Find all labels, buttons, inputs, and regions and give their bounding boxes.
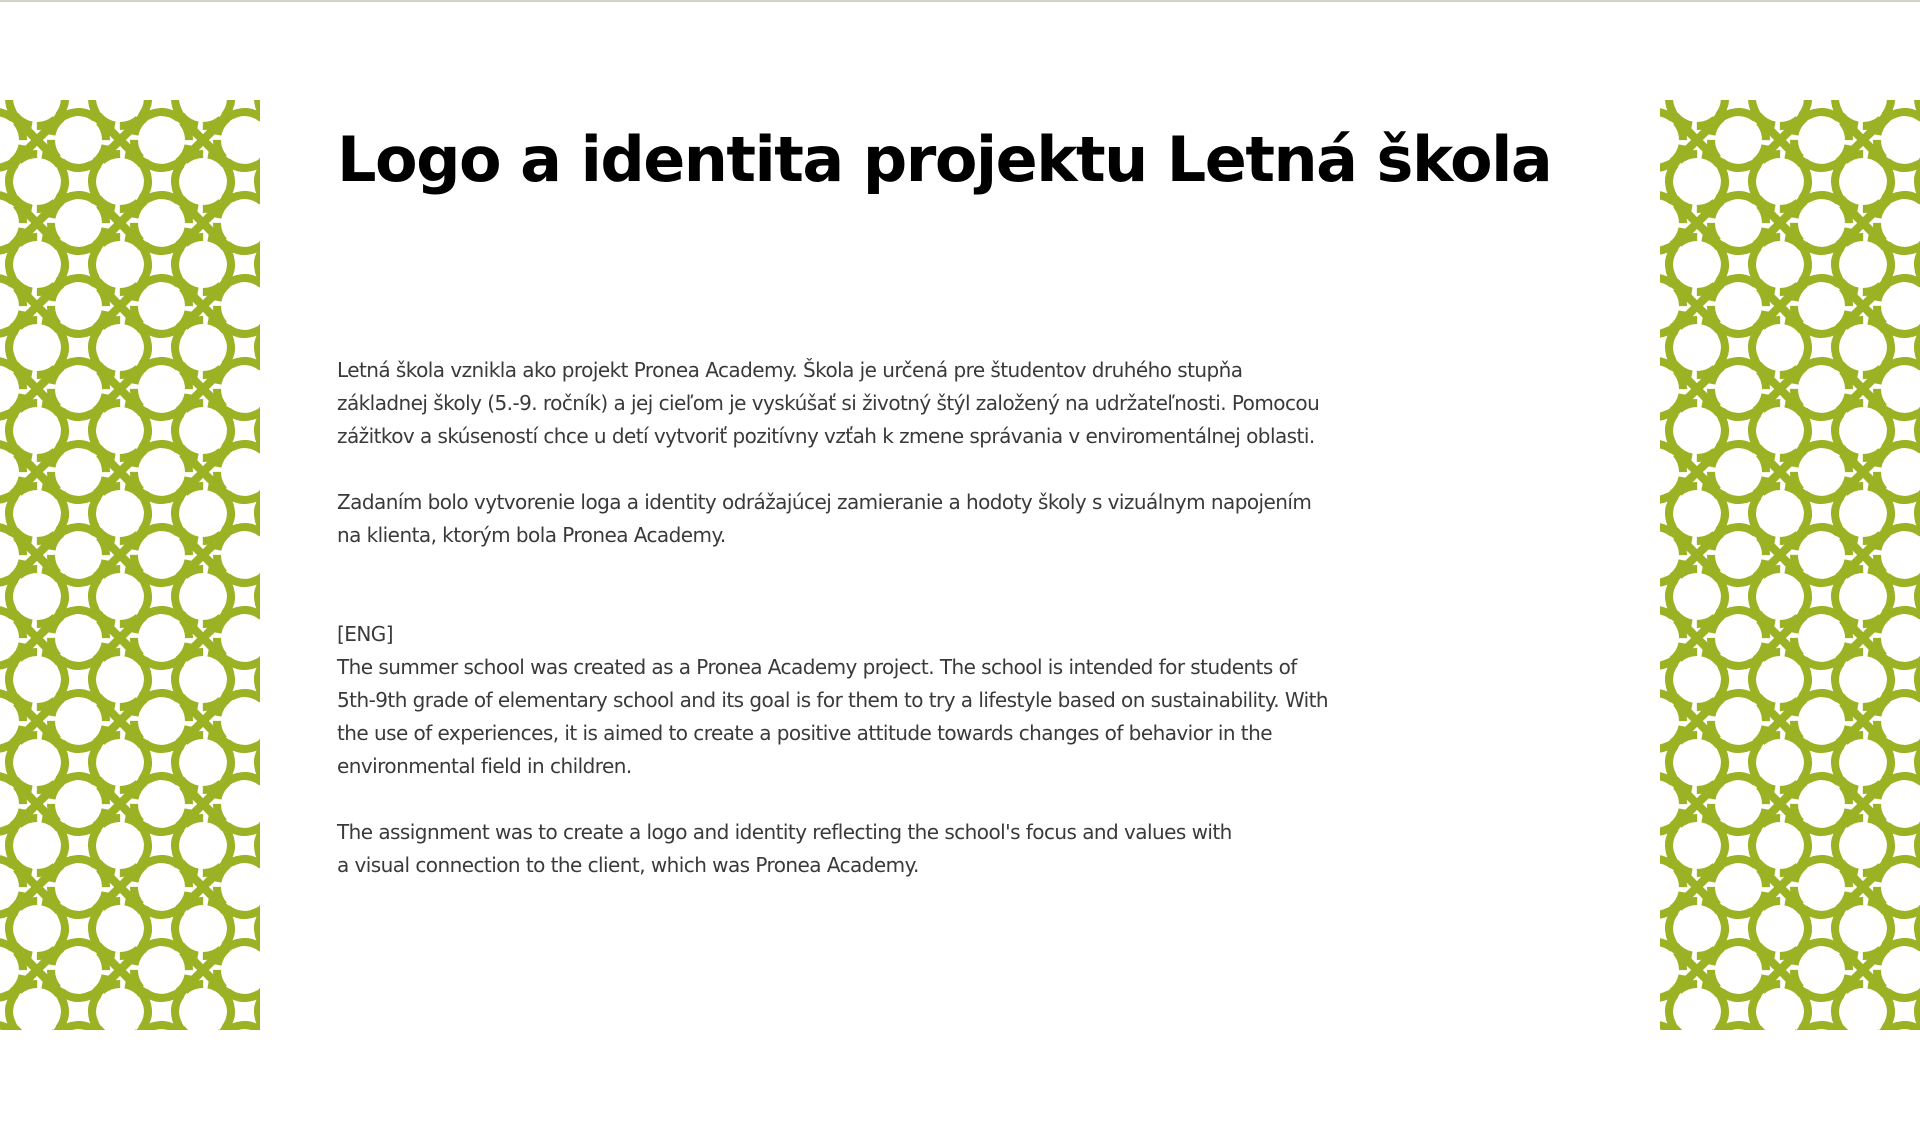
- clover-icon: [1877, 818, 1920, 956]
- clover-icon: [1711, 569, 1849, 707]
- clover-icon: [1794, 818, 1920, 956]
- clover-icon: [134, 901, 260, 1030]
- text-line: na klienta, ktorým bola Pronea Academy.: [337, 523, 726, 547]
- clover-icon: [1794, 569, 1920, 707]
- clover-icon: [1711, 818, 1849, 956]
- clover-icon: [51, 320, 189, 458]
- clover-icon: [217, 569, 260, 707]
- clover-icon: [1877, 569, 1920, 707]
- clover-icon: [134, 652, 260, 790]
- page-title: Logo a identita projektu Letná škola: [337, 123, 1552, 196]
- eng-label: [ENG]: [337, 622, 393, 646]
- clover-icon: [217, 652, 260, 790]
- text-line: základnej školy (5.-9. ročník) a jej cieľom je vyskúšať si životný štýl založený na udržateľnosti. Pomocou: [337, 391, 1320, 415]
- clover-icon: [217, 735, 260, 873]
- en-assignment-paragraph: [337, 816, 1437, 882]
- text-line: environmental field in children.: [337, 754, 632, 778]
- text-line: The summer school was created as a Pronea Academy project. The school is intended for students of: [337, 655, 1297, 679]
- text-line: a visual connection to the client, which was Pronea Academy.: [337, 853, 919, 877]
- clover-icon: [134, 237, 260, 375]
- clover-icon: [1794, 486, 1920, 624]
- clover-icon: [1877, 735, 1920, 873]
- clover-icon: [1794, 237, 1920, 375]
- en-intro-paragraph: [337, 618, 1437, 783]
- clover-icon: [51, 901, 189, 1030]
- clover-icon: [1794, 901, 1920, 1030]
- clover-icon: [1877, 237, 1920, 375]
- clover-icon: [134, 818, 260, 956]
- clover-icon: [1711, 486, 1849, 624]
- clover-icon: [1877, 320, 1920, 458]
- sk-assignment-paragraph: [337, 486, 1437, 552]
- clover-icon: [134, 486, 260, 624]
- clover-icon: [51, 818, 189, 956]
- clover-icon: [134, 403, 260, 541]
- clover-icon: [51, 486, 189, 624]
- clover-icon: [1877, 154, 1920, 292]
- clover-icon: [134, 569, 260, 707]
- main-content: [337, 120, 1552, 882]
- clover-icon: [1711, 735, 1849, 873]
- clover-icon: [1794, 735, 1920, 873]
- clover-icon: [217, 901, 260, 1030]
- clover-icon: [134, 154, 260, 292]
- text-line: the use of experiences, it is aimed to create a positive attitude towards changes of behavior in the: [337, 721, 1272, 745]
- clover-icon: [51, 652, 189, 790]
- clover-icon: [217, 486, 260, 624]
- clover-icon: [51, 154, 189, 292]
- text-line: The assignment was to create a logo and identity reflecting the school's focus and values with: [337, 820, 1232, 844]
- clover-icon: [1794, 403, 1920, 541]
- clover-icon: [1711, 652, 1849, 790]
- clover-pattern-right-icon: [1660, 100, 1920, 1030]
- text-line: Letná škola vznikla ako projekt Pronea Academy. Škola je určená pre študentov druhého stupňa: [337, 358, 1243, 382]
- clover-icon: [217, 320, 260, 458]
- clover-icon: [1711, 901, 1849, 1030]
- clover-icon: [134, 735, 260, 873]
- clover-icon: [1877, 403, 1920, 541]
- clover-icon: [1711, 320, 1849, 458]
- clover-icon: [217, 237, 260, 375]
- clover-icon: [1711, 237, 1849, 375]
- clover-icon: [1877, 486, 1920, 624]
- clover-icon: [51, 569, 189, 707]
- clover-icon: [1877, 901, 1920, 1030]
- sk-intro-paragraph: [337, 354, 1437, 453]
- clover-icon: [51, 403, 189, 541]
- clover-icon: [217, 403, 260, 541]
- clover-icon: [1711, 403, 1849, 541]
- clover-icon: [1794, 652, 1920, 790]
- top-border: [0, 0, 1920, 2]
- clover-pattern-left-icon: [0, 100, 260, 1030]
- clover-icon: [1794, 154, 1920, 292]
- clover-icon: [51, 237, 189, 375]
- clover-icon: [217, 154, 260, 292]
- clover-icon: [134, 320, 260, 458]
- clover-icon: [1877, 652, 1920, 790]
- clover-icon: [51, 735, 189, 873]
- clover-icon: [1711, 154, 1849, 292]
- text-line: zážitkov a skúseností chce u detí vytvoriť pozitívny vzťah k zmene správania v enviromentálnej oblasti.: [337, 424, 1315, 448]
- text-line: Zadaním bolo vytvorenie loga a identity odrážajúcej zamieranie a hodoty školy s vizuálnym napojením: [337, 490, 1312, 514]
- text-line: 5th-9th grade of elementary school and its goal is for them to try a lifestyle based on sustainability. With: [337, 688, 1329, 712]
- clover-icon: [1794, 320, 1920, 458]
- clover-icon: [217, 818, 260, 956]
